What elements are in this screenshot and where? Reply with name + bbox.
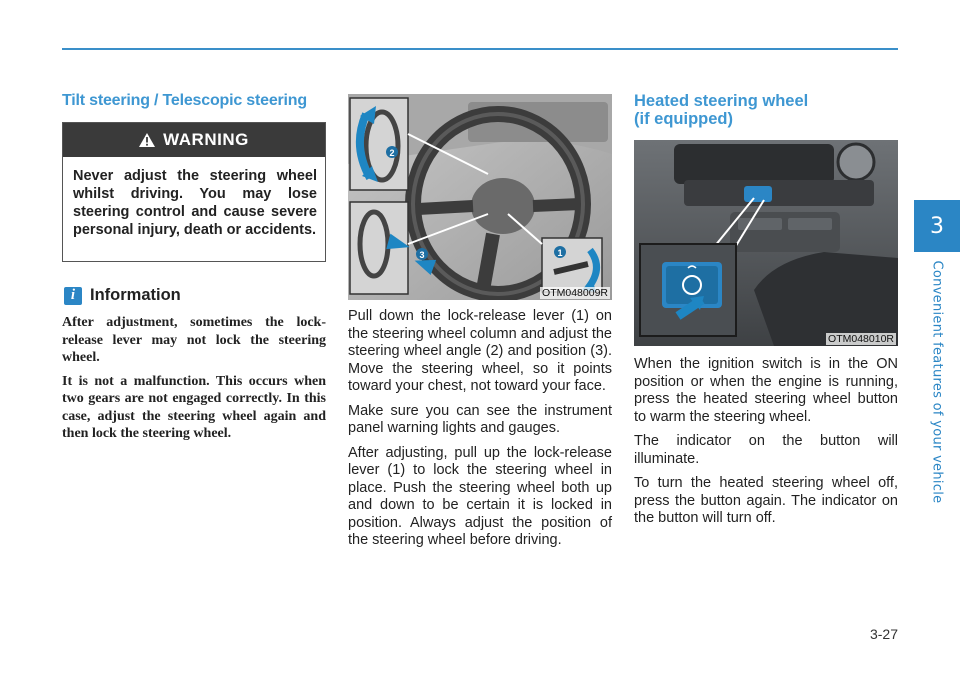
- information-title: Information: [90, 286, 181, 304]
- heated-title-line2: (if equipped): [634, 110, 733, 128]
- tilt-section-title: Tilt steering / Telescopic steering: [62, 92, 307, 109]
- body-paragraph: Make sure you can see the instrument panel warning lights and gauges.: [348, 402, 612, 436]
- figure-caption-1: OTM048009R: [542, 287, 608, 299]
- header-rule: [62, 48, 898, 50]
- chapter-number: 3: [930, 213, 944, 239]
- heated-body-text: [634, 356, 898, 535]
- chapter-title-side: [924, 262, 950, 502]
- page-number: 3-27: [869, 626, 898, 642]
- information-heading: [64, 286, 181, 305]
- information-text: [62, 314, 326, 449]
- callout-1: 1: [557, 248, 563, 258]
- steering-adjust-figure: [348, 94, 612, 300]
- warning-text: Never adjust the steering wheel whilst driving. You may lose steering control and cause severe personal injury, death or accidents.: [73, 168, 317, 238]
- heated-wheel-figure: [634, 140, 898, 346]
- warning-box: [62, 122, 326, 262]
- heated-title-line1: Heated steering wheel: [634, 92, 809, 110]
- body-paragraph: After adjusting, pull up the lock-release lever (1) to lock the steering wheel in place. Push the steering wheel both up and down to be certain it is locked in position. Always adjust the position of the steering wheel before driving.: [348, 444, 612, 548]
- chapter-number-tab: [914, 200, 960, 252]
- warning-header: [63, 123, 325, 157]
- body-paragraph: The indicator on the button will illuminate.: [634, 433, 898, 467]
- tilt-body-text: [348, 308, 612, 557]
- information-paragraph: After adjustment, sometimes the lock-release lever may not lock the steering wheel.: [62, 315, 326, 365]
- body-paragraph: To turn the heated steering wheel off, press the button again. The indicator on the button will turn off.: [634, 475, 898, 526]
- figure-caption-2: OTM048010R: [828, 333, 894, 345]
- warning-triangle-icon: [139, 133, 155, 147]
- warning-label: WARNING: [163, 130, 249, 149]
- chapter-title: Convenient features of your vehicle: [929, 260, 945, 504]
- information-paragraph: It is not a malfunction. This occurs when two gears are not engaged correctly. In this case, adjust the steering wheel again and then lock the steering wheel.: [62, 373, 326, 441]
- callout-3: 3: [419, 250, 425, 260]
- callout-2: 2: [389, 148, 395, 158]
- heated-section-title: [634, 92, 808, 128]
- body-paragraph: Pull down the lock-release lever (1) on the steering wheel column and adjust the steering wheel angle (2) and position (3). Move the steering wheel, so it points toward your chest, not toward your face.: [348, 308, 612, 394]
- info-icon: i: [64, 287, 82, 305]
- steering-wheel-illustration: [348, 94, 612, 300]
- body-paragraph: When the ignition switch is in the ON position or when the engine is running, press the heated steering wheel button to warm the steering wheel.: [634, 356, 898, 425]
- heated-button-illustration: [634, 140, 898, 346]
